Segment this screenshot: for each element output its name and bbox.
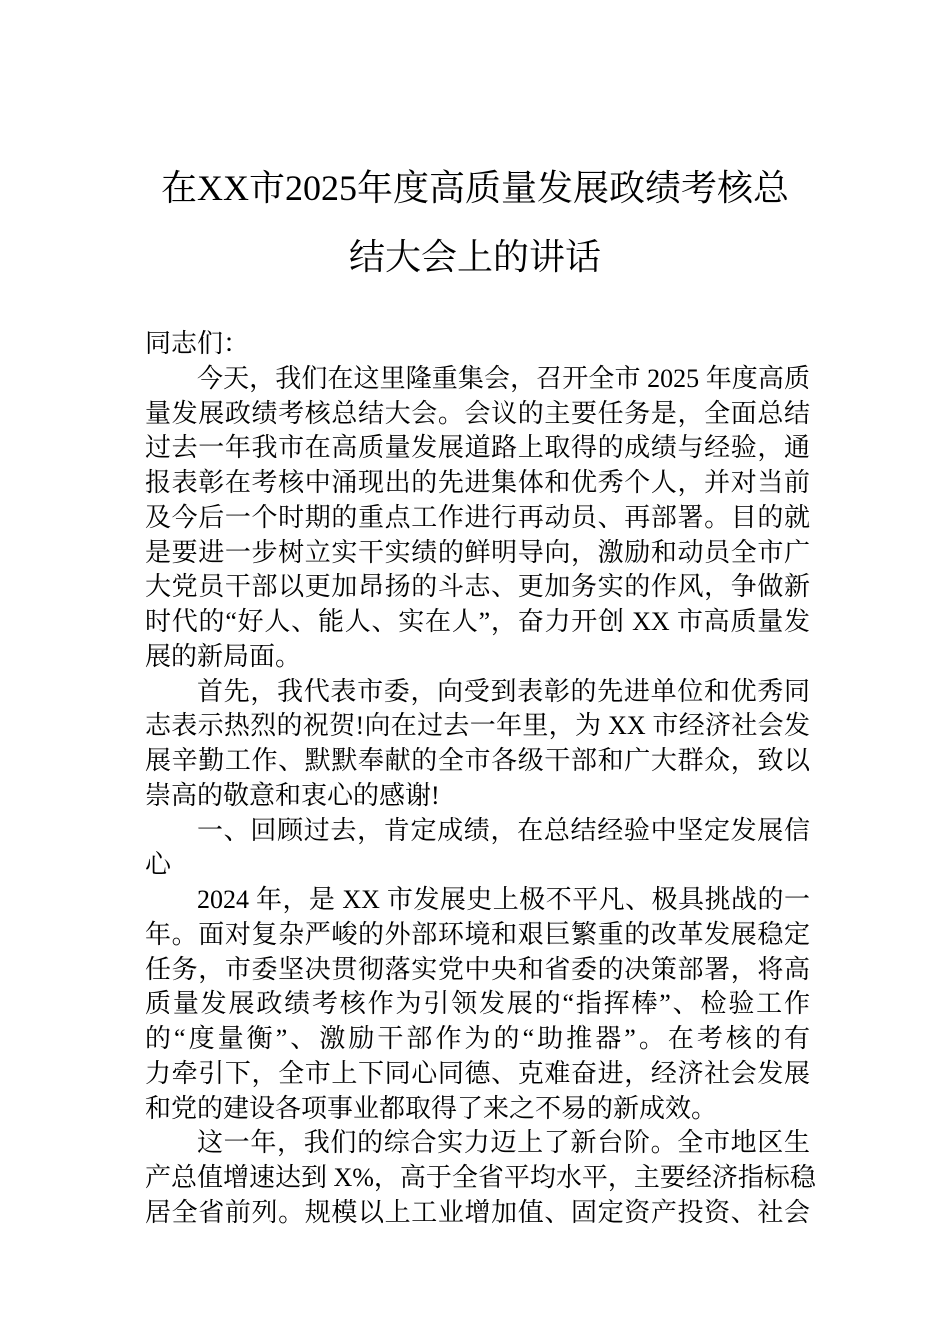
salutation <box>145 327 810 362</box>
text-line: 的“度量衡”、激励干部作为的“助推器”。在考核的有 <box>145 1024 810 1053</box>
text-line: 力牵引下，全市上下同心同德、克难奋进，经济社会发展 <box>145 1058 810 1088</box>
text-line: 2024 年，是 XX 市发展史上极不平凡、极具挑战的一 <box>197 885 810 914</box>
text-line: 展辛勤工作、默默奉献的全市各级干部和广大群众，致以 <box>145 746 810 775</box>
document-title-line-2: 结大会上的讲话 <box>348 237 601 277</box>
document-body <box>145 327 816 1231</box>
text-line: 这一年，我们的综合实力迈上了新台阶。全市地区生 <box>197 1128 810 1158</box>
text-line: 报表彰在考核中涌现出的先进集体和优秀个人，并对当前 <box>145 468 810 497</box>
text-line: 今天，我们在这里隆重集会，召开全市 2025 年度高质 <box>197 363 810 393</box>
text-line: 展的新局面。 <box>145 641 302 671</box>
text-line: 产总值增速达到 X%，高于全省平均水平，主要经济指标稳 <box>145 1163 816 1192</box>
text-line: 质量发展政绩考核作为引领发展的“指挥棒”、检验工作 <box>145 989 810 1019</box>
paragraph <box>145 814 810 884</box>
text-line: 时代的“好人、能人、实在人”，奋力开创 XX 市高质量发 <box>145 607 810 636</box>
paragraph <box>145 362 810 675</box>
text-line: 年。面对复杂严峻的外部环境和艰巨繁重的改革发展稳定 <box>145 919 810 949</box>
document-title-line-1: 在XX市2025年度高质量发展政绩考核总 <box>161 168 789 208</box>
text-line: 量发展政绩考核总结大会。会议的主要任务是，全面总结 <box>145 398 810 428</box>
text-line: 和党的建设各项事业都取得了来之不易的新成效。 <box>145 1093 718 1123</box>
paragraph <box>145 883 810 1126</box>
text-line: 任务，市委坚决贯彻落实党中央和省委的决策部署，将高 <box>145 954 810 984</box>
text-line: 崇高的敬意和衷心的感谢! <box>145 780 440 810</box>
text-line: 过去一年我市在高质量发展道路上取得的成绩与经验，通 <box>145 433 810 463</box>
text-line: 同志们： <box>145 329 250 358</box>
text-line: 及今后一个时期的重点工作进行再动员、再部署。目的就 <box>145 502 810 532</box>
text-line: 志表示热烈的祝贺!向在过去一年里，为 XX 市经济社会发 <box>145 711 810 741</box>
text-line: 一、回顾过去，肯定成绩，在总结经验中坚定发展信 <box>197 815 810 845</box>
text-line: 首先，我代表市委，向受到表彰的先进单位和优秀同 <box>197 676 810 706</box>
text-line: 心 <box>145 850 172 880</box>
text-line: 是要进一步树立实干实绩的鲜明导向，激励和动员全市广 <box>145 537 810 567</box>
paragraph <box>145 1126 816 1230</box>
paragraph <box>145 675 810 814</box>
text-line: 大党员干部以更加昂扬的斗志、更加务实的作风，争做新 <box>145 572 810 602</box>
text-line: 居全省前列。规模以上工业增加值、固定资产投资、社会 <box>145 1197 810 1227</box>
